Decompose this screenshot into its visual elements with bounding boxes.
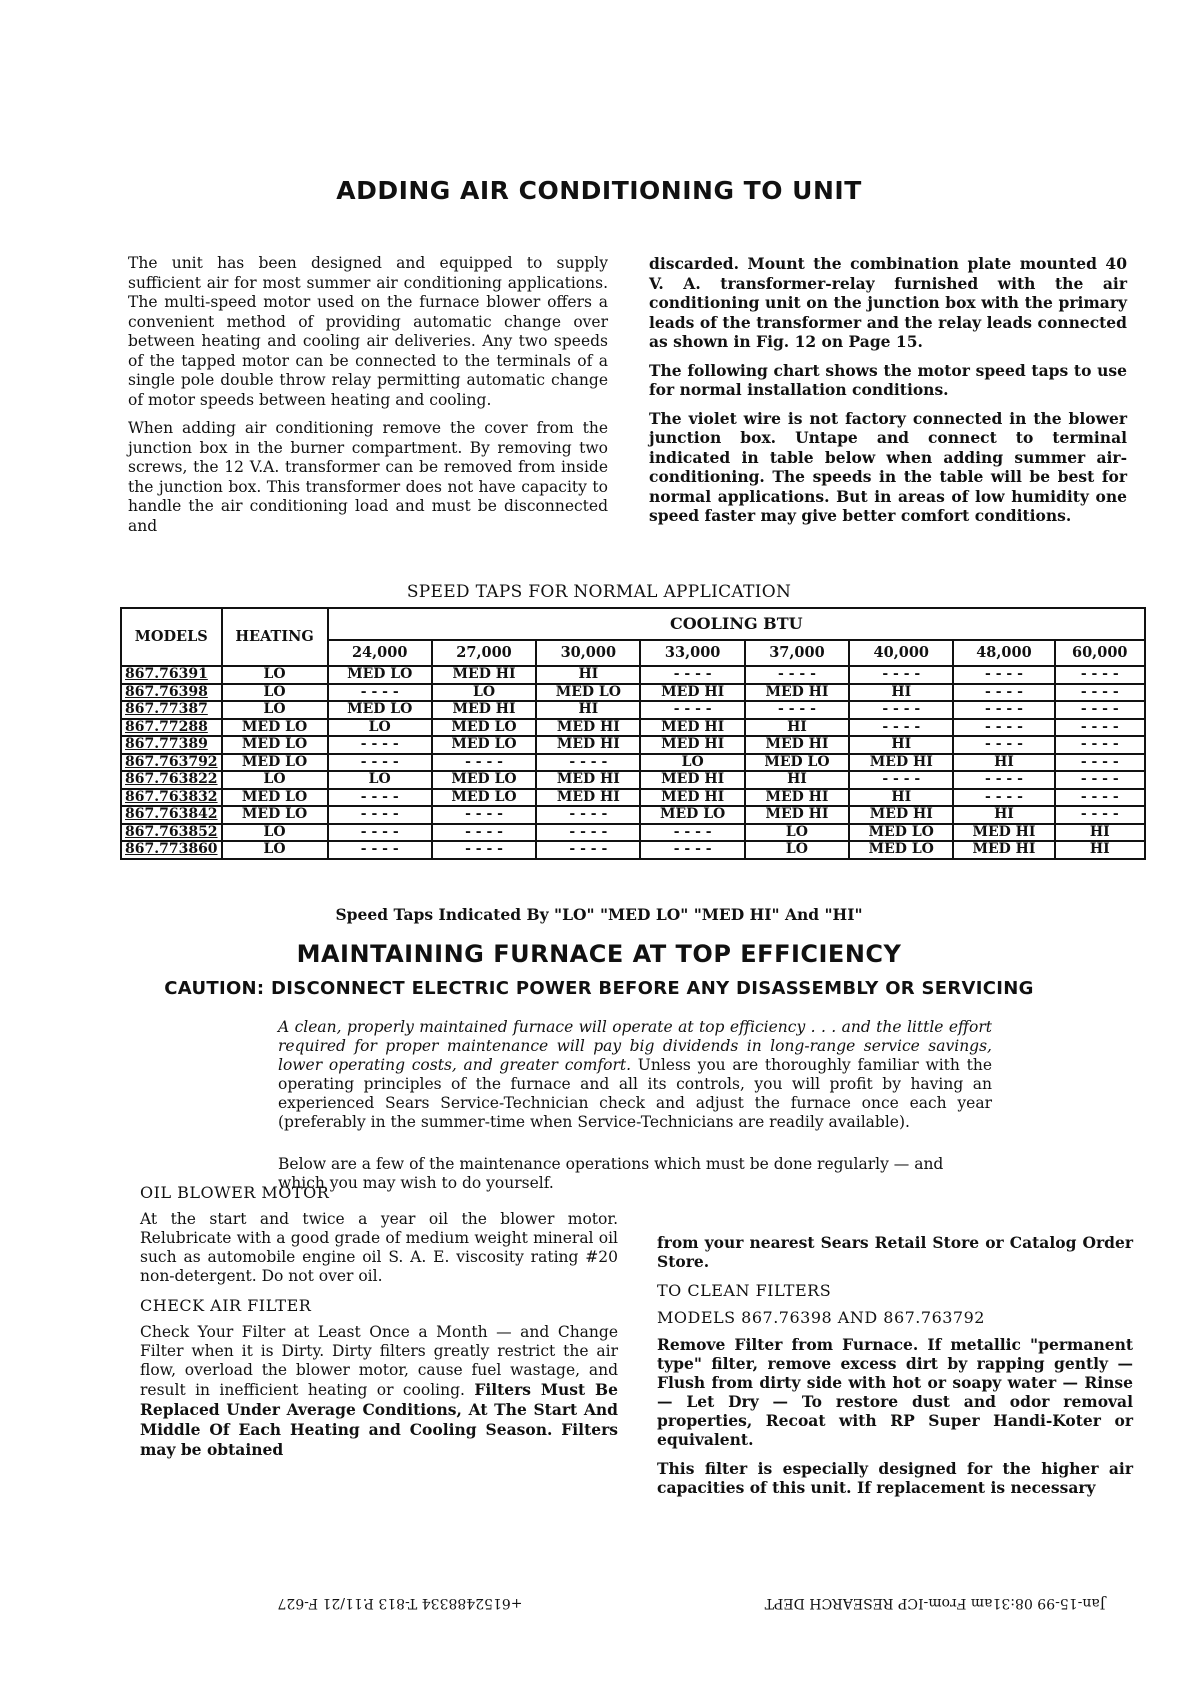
table-row <box>121 666 1145 684</box>
cooling-cell: MED LO <box>328 666 432 684</box>
cooling-cell: MED LO <box>432 771 536 789</box>
cooling-cell: HI <box>953 754 1054 772</box>
cooling-cell: - - - - <box>328 824 432 842</box>
fax-footer-left: +6152488334 T-813 P.11/21 F-627 <box>277 1595 523 1611</box>
cooling-cell: - - - - <box>953 789 1054 807</box>
cooling-cell: MED HI <box>640 684 744 702</box>
cooling-cell: - - - - <box>328 736 432 754</box>
speed-table-body <box>121 666 1145 859</box>
speed-taps-table <box>120 607 1146 860</box>
model-cell: 867.76391 <box>121 666 222 684</box>
cooling-cell: HI <box>1055 824 1146 842</box>
models-header: MODELS <box>121 608 222 666</box>
heating-cell: MED LO <box>222 754 328 772</box>
heating-cell: LO <box>222 824 328 842</box>
cooling-cell: MED HI <box>745 806 849 824</box>
btu-header: 48,000 <box>953 640 1054 666</box>
table-row <box>121 806 1145 824</box>
cooling-cell: - - - - <box>536 754 640 772</box>
model-cell: 867.77387 <box>121 701 222 719</box>
cooling-cell: - - - - <box>1055 736 1146 754</box>
btu-header: 30,000 <box>536 640 640 666</box>
cooling-cell: MED LO <box>536 684 640 702</box>
heating-cell: LO <box>222 684 328 702</box>
cooling-cell: - - - - <box>1055 754 1146 772</box>
table-row <box>121 719 1145 737</box>
heating-cell: LO <box>222 841 328 859</box>
model-cell: 867.763852 <box>121 824 222 842</box>
cooling-cell: - - - - <box>536 824 640 842</box>
cooling-cell: LO <box>745 841 849 859</box>
model-cell: 867.773860 <box>121 841 222 859</box>
cooling-cell: MED HI <box>536 719 640 737</box>
table-row <box>121 841 1145 859</box>
heating-cell: LO <box>222 666 328 684</box>
paragraph: At the start and twice a year oil the blower motor. Relubricate with a good grade of medium weight mineral oil such as automobile engine oil S. A. E. viscosity rating #20 non-detergent. Do not over oil. <box>140 1210 618 1285</box>
cooling-cell: MED LO <box>745 754 849 772</box>
fax-footer-right: Jan-15-99 08:31am From-ICP RESEARCH DEPT <box>764 1595 1106 1611</box>
cooling-cell: MED LO <box>328 701 432 719</box>
maintenance-intro <box>278 1018 992 1140</box>
cooling-cell: - - - - <box>1055 789 1146 807</box>
cooling-cell: - - - - <box>432 841 536 859</box>
cooling-cell: - - - - <box>953 684 1054 702</box>
cooling-cell: - - - - <box>1055 666 1146 684</box>
cooling-cell: MED HI <box>745 684 849 702</box>
table-row <box>121 824 1145 842</box>
page-title: ADDING AIR CONDITIONING TO UNIT <box>336 176 862 205</box>
cooling-cell: MED HI <box>640 719 744 737</box>
heating-cell: MED LO <box>222 806 328 824</box>
model-cell: 867.763832 <box>121 789 222 807</box>
cooling-cell: MED HI <box>953 841 1054 859</box>
cooling-cell: MED HI <box>536 771 640 789</box>
cooling-cell: MED LO <box>432 719 536 737</box>
cooling-cell: MED HI <box>640 789 744 807</box>
table-row <box>121 684 1145 702</box>
cooling-cell: - - - - <box>745 666 849 684</box>
intro-left-column <box>128 254 608 545</box>
table-legend: Speed Taps Indicated By "LO" "MED LO" "MED HI" And "HI" <box>335 905 863 924</box>
model-cell: 867.763842 <box>121 806 222 824</box>
cooling-cell: HI <box>745 719 849 737</box>
paragraph: When adding air conditioning remove the cover from the junction box in the burner compartment. By removing two screws, the 12 V.A. transformer can be removed from inside the junction box. This transformer does not have capacity to handle the air conditioning load and must be disconnected and <box>128 419 608 535</box>
paragraph-bold: Filters Must Be Replaced Under Average Conditions, At The Start And Middle Of Each Heating and Cooling Season. Filters may be obtained <box>140 1380 618 1459</box>
cooling-cell: HI <box>849 684 953 702</box>
table-row <box>121 771 1145 789</box>
cooling-cell: - - - - <box>328 841 432 859</box>
btu-header: 40,000 <box>849 640 953 666</box>
model-cell: 867.76398 <box>121 684 222 702</box>
cooling-cell: - - - - <box>640 841 744 859</box>
cooling-cell: MED HI <box>953 824 1054 842</box>
cooling-cell: - - - - <box>640 824 744 842</box>
heating-cell: LO <box>222 701 328 719</box>
heating-header: HEATING <box>222 608 328 666</box>
cooling-cell: MED HI <box>536 736 640 754</box>
maintenance-title: MAINTAINING FURNACE AT TOP EFFICIENCY <box>296 940 902 968</box>
btu-header: 33,000 <box>640 640 744 666</box>
cooling-cell: MED HI <box>640 736 744 754</box>
table-row <box>121 789 1145 807</box>
cooling-cell: - - - - <box>432 806 536 824</box>
cooling-cell: MED LO <box>849 841 953 859</box>
paragraph: This filter is especially designed for the higher air capacities of this unit. If replacement is necessary <box>657 1459 1133 1497</box>
model-cell: 867.77288 <box>121 719 222 737</box>
cooling-cell: HI <box>536 701 640 719</box>
cooling-cell: MED LO <box>432 789 536 807</box>
btu-header: 24,000 <box>328 640 432 666</box>
cooling-cell: MED HI <box>536 789 640 807</box>
cooling-cell: MED HI <box>432 701 536 719</box>
cooling-cell: - - - - <box>1055 771 1146 789</box>
cooling-cell: - - - - <box>1055 806 1146 824</box>
cooling-cell: - - - - <box>1055 684 1146 702</box>
cooling-cell: MED HI <box>745 789 849 807</box>
cooling-cell: - - - - <box>432 754 536 772</box>
model-cell: 867.77389 <box>121 736 222 754</box>
cooling-cell: HI <box>536 666 640 684</box>
section-heading: CHECK AIR FILTER <box>140 1296 312 1315</box>
cooling-cell: - - - - <box>432 824 536 842</box>
btu-header: 27,000 <box>432 640 536 666</box>
cooling-cell: - - - - <box>640 666 744 684</box>
intro-italic: A clean, properly maintained furnace will operate at top efficiency . . . and the little effort required for proper maintenance will pay big dividends in long-range service savings, lower operating costs, and greater comfort. <box>278 1018 992 1074</box>
cooling-cell: HI <box>849 789 953 807</box>
cooling-cell: MED LO <box>849 824 953 842</box>
cooling-cell: - - - - <box>953 771 1054 789</box>
cooling-cell: - - - - <box>1055 701 1146 719</box>
cooling-cell: - - - - <box>953 666 1054 684</box>
cooling-cell: - - - - <box>849 701 953 719</box>
cooling-cell: LO <box>328 719 432 737</box>
paragraph: The unit has been designed and equipped to supply sufficient air for most summer air conditioning applications. The multi-speed motor used on the furnace blower offers a convenient method of providing automatic change over between heating and cooling air deliveries. Any two speeds of the tapped motor can be connected to the terminals of a single pole double throw relay permitting automatic change of motor speeds between heating and cooling. <box>128 254 608 409</box>
cooling-cell: MED HI <box>432 666 536 684</box>
cooling-cell: - - - - <box>536 806 640 824</box>
table-row <box>121 754 1145 772</box>
caution-banner: CAUTION: DISCONNECT ELECTRIC POWER BEFORE ANY DISASSEMBLY OR SERVICING <box>164 978 1034 999</box>
table-row <box>121 736 1145 754</box>
maintenance-below: Below are a few of the maintenance operations which must be done regularly — and which you may wish to do yourself. <box>278 1155 944 1192</box>
cooling-btu-header: COOLING BTU <box>328 608 1145 640</box>
maintenance-right-column <box>657 1233 1133 1507</box>
cooling-cell: - - - - <box>640 701 744 719</box>
section-heading: MODELS 867.76398 AND 867.763792 <box>657 1308 985 1327</box>
heating-cell: MED LO <box>222 736 328 754</box>
cooling-cell: HI <box>849 736 953 754</box>
paragraph: discarded. Mount the combination plate mounted 40 V. A. transformer-relay furnished with the air conditioning unit on the junction box with the primary leads of the transformer and the relay leads connected as shown in Fig. 12 on Page 15. <box>649 254 1127 351</box>
cooling-cell: - - - - <box>745 701 849 719</box>
cooling-cell: - - - - <box>328 789 432 807</box>
section-heading: TO CLEAN FILTERS <box>657 1281 832 1300</box>
cooling-cell: MED LO <box>640 806 744 824</box>
cooling-cell: LO <box>328 771 432 789</box>
model-cell: 867.763792 <box>121 754 222 772</box>
cooling-cell: MED HI <box>849 754 953 772</box>
cooling-cell: - - - - <box>328 684 432 702</box>
section-heading: OIL BLOWER MOTOR <box>140 1183 330 1202</box>
maintenance-left-column <box>140 1183 618 1470</box>
cooling-cell: - - - - <box>953 701 1054 719</box>
table-caption: SPEED TAPS FOR NORMAL APPLICATION <box>406 582 792 602</box>
btu-header: 60,000 <box>1055 640 1146 666</box>
cooling-cell: MED HI <box>640 771 744 789</box>
cooling-cell: MED LO <box>432 736 536 754</box>
cooling-cell: HI <box>1055 841 1146 859</box>
heating-cell: MED LO <box>222 789 328 807</box>
paragraph: Check Your Filter at Least Once a Month — and Change Filter when it is Dirty. Dirty filters greatly restrict the air flow, overload the blower motor, cause fuel wastage, and result in inefficient heating or cooling. <box>140 1323 618 1399</box>
cooling-cell: LO <box>640 754 744 772</box>
cooling-cell: MED HI <box>745 736 849 754</box>
cooling-cell: - - - - <box>953 719 1054 737</box>
cooling-cell: - - - - <box>1055 719 1146 737</box>
cooling-cell: - - - - <box>953 736 1054 754</box>
paragraph: from your nearest Sears Retail Store or Catalog Order Store. <box>657 1233 1133 1271</box>
cooling-cell: LO <box>745 824 849 842</box>
cooling-cell: - - - - <box>849 666 953 684</box>
cooling-cell: - - - - <box>849 771 953 789</box>
cooling-cell: - - - - <box>328 806 432 824</box>
cooling-cell: MED HI <box>849 806 953 824</box>
cooling-cell: HI <box>953 806 1054 824</box>
intro-right-column <box>649 254 1127 535</box>
paragraph: The following chart shows the motor speed taps to use for normal installation conditions. <box>649 360 1127 399</box>
cooling-cell: - - - - <box>328 754 432 772</box>
paragraph: Remove Filter from Furnace. If metallic "permanent type" filter, remove excess dirt by rapping gently — Flush from dirty side with hot or soapy water — Rinse — Let Dry — To restore dust and odor removal properties, Recoat with RP Super Handi-Koter or equivalent. <box>657 1335 1133 1449</box>
cooling-cell: - - - - <box>849 719 953 737</box>
cooling-cell: LO <box>432 684 536 702</box>
cooling-cell: HI <box>745 771 849 789</box>
table-row <box>121 701 1145 719</box>
cooling-cell: - - - - <box>536 841 640 859</box>
paragraph: The violet wire is not factory connected in the blower junction box. Untape and connect to terminal indicated in table below when adding summer air-conditioning. The speeds in the table will be best for normal applications. But in areas of low humidity one speed faster may give better comfort conditions. <box>649 408 1127 525</box>
btu-header: 37,000 <box>745 640 849 666</box>
intro-text: Unless you are thoroughly familiar with the operating principles of the furnace and all its controls, you will profit by having an experienced Sears Service-Technician check and adjust the furnace once each year (preferably in the summer-time when Service-Technicians are readily available). <box>278 1056 992 1131</box>
heating-cell: MED LO <box>222 719 328 737</box>
model-cell: 867.763822 <box>121 771 222 789</box>
heating-cell: LO <box>222 771 328 789</box>
